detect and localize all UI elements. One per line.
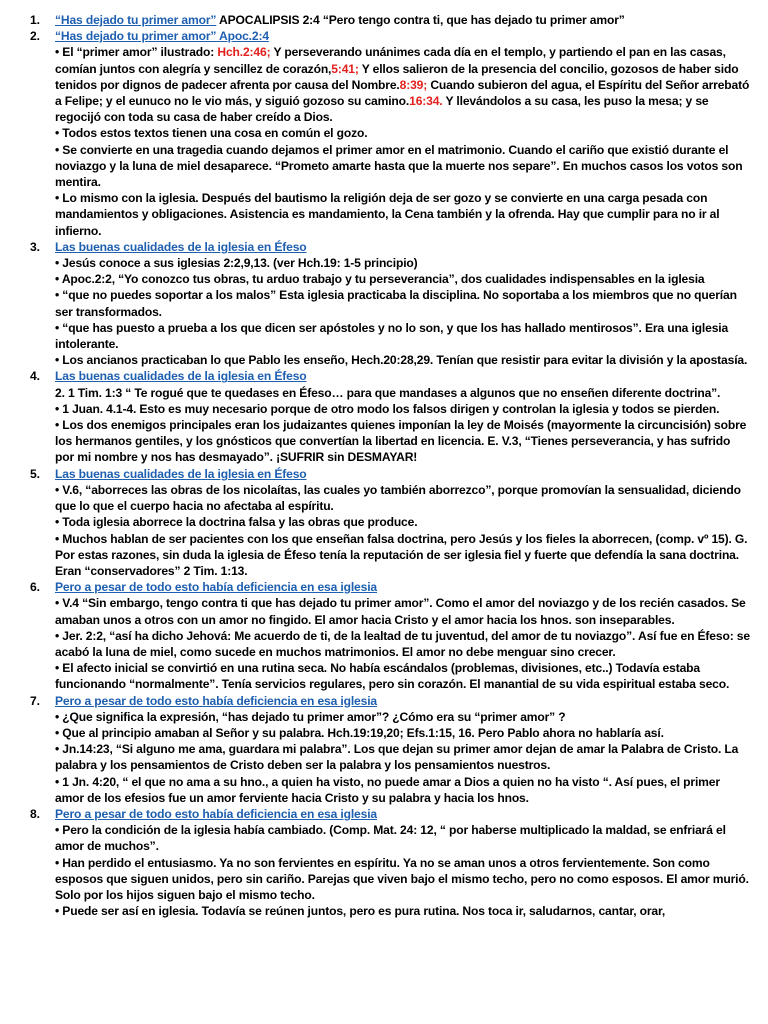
bullet-paragraph: • Han perdido el entusiasmo. Ya no son fervientes en espíritu. Ya no se aman unos a otros fervientemente. Son como esposos que siguen unidos, pero sin cariño. Parejas que viven bajo el mismo techo, pero no como esposos. El amor murió. Solo por los hijos siguen bajo el mismo techo. — [55, 855, 749, 902]
bullet-paragraph: 2. 1 Tim. 1:3 “ Te rogué que te quedases en Éfeso… para que mandases a algunos que no enseñen diferente doctrina”. — [55, 385, 721, 400]
heading-link[interactable]: Las buenas cualidades de la iglesia en Éfeso — [55, 369, 307, 384]
bullet-paragraph: • “que no puedes soportar a los malos” Esta iglesia practicaba la disciplina. No soportaba a los miembros que no querían ser transformados. — [55, 288, 737, 319]
outline-item-7 — [18, 693, 750, 806]
outline-item-1 — [18, 12, 750, 28]
text-run: Y llevándolos a su casa, les puso la mesa; y se regocijó con toda su casa de haber creído a Dios. — [55, 94, 709, 125]
heading-link[interactable]: Pero a pesar de todo esto había deficiencia en esa iglesia — [55, 693, 377, 708]
outline-item-2 — [18, 28, 750, 239]
heading-link[interactable]: “Has dejado tu primer amor” Apoc.2:4 — [55, 29, 269, 44]
item-number: 6. — [30, 580, 40, 595]
bullet-paragraph: • Que al principio amaban al Señor y su palabra. Hch.19:19,20; Efs.1:15, 16. Pero Pablo ahora no hablaría así. — [55, 725, 664, 740]
item-number: 7. — [30, 693, 40, 708]
bullet-paragraph: • Apoc.2:2, “Yo conozco tus obras, tu arduo trabajo y tu perseverancia”, dos cualidades indispensables en la iglesia — [55, 272, 705, 287]
outline-item-8 — [18, 806, 750, 919]
text-run: Y ellos salieron de la presencia del concilio, gozosos de haber sido tenidos por dignos de padecer afrenta por causa del Nombre. — [55, 61, 739, 92]
item-number: 1. — [30, 13, 40, 27]
item-number: 2. — [30, 29, 40, 44]
item-heading — [55, 12, 750, 28]
item-number: 8. — [30, 806, 40, 821]
item-number: 5. — [30, 466, 40, 481]
outline-item-3 — [18, 239, 750, 369]
heading-link[interactable]: Las buenas cualidades de la iglesia en Éfeso — [55, 239, 307, 254]
bullet-paragraph: • Puede ser así en iglesia. Todavía se reúnen juntos, pero es pura rutina. Nos toca ir, saludarnos, cantar, orar, — [55, 904, 666, 919]
heading-rest: APOCALIPSIS 2:4 “Pero tengo contra ti, que has dejado tu primer amor” — [216, 13, 625, 27]
heading-link[interactable]: Las buenas cualidades de la iglesia en Éfeso — [55, 466, 307, 481]
bullet-paragraph: • 1 Juan. 4.1-4. Esto es muy necesario porque de otro modo los falsos dirigen y controlan la iglesia y todos se pierden. — [55, 401, 720, 416]
text-run: Y perseverando unánimes cada día en el templo, y partiendo el pan en las casas, comían juntos con alegría y sencillez de corazón, — [55, 45, 726, 76]
bullet-paragraph: • El afecto inicial se convirtió en una rutina seca. No había escándalos (problemas, divisiones, etc..) Todavía estaba funcionando “normalmente”. Tenía servicios regulares, pero sin corazón. El manantial de su vida espiritual estaba seco. — [55, 661, 730, 692]
bullet-paragraph — [55, 44, 750, 125]
bullet-paragraph: • V.4 “Sin embargo, tengo contra ti que has dejado tu primer amor”. Como el amor del noviazgo y de los recién casados. Se amaban unos a otros con un amor no fingido. El amor hacia Cristo y el amor hacia los hnos. son inseparables. — [55, 596, 746, 627]
outline-item-5 — [18, 466, 750, 579]
bullet-paragraph: • 1 Jn. 4:20, “ el que no ama a su hno., a quien ha visto, no puede amar a Dios a quien no ha visto “. Así pues, el primer amor de los efesios fue un amor ferviente hacia Cristo y su palabra y hacia los hnos. — [55, 774, 720, 805]
bullet-paragraph: • Toda iglesia aborrece la doctrina falsa y las obras que produce. — [55, 515, 418, 530]
bullet-paragraph: • Se convierte en una tragedia cuando dejamos el primer amor en el matrimonio. Cuando el cariño que existió durante el noviazgo y la luna de miel desaparece. “Prometo amarte hasta que la muerte nos separe”. En muchos casos los votos son mentira. — [55, 142, 743, 190]
bullet-paragraph: • Los ancianos practicaban lo que Pablo les enseño, Hech.20:28,29. Tenían que resistir para evitar la división y la apostasía. — [55, 353, 748, 368]
bullet-paragraph: • Los dos enemigos principales eran los judaizantes quienes imponían la ley de Moisés (mayormente la circuncisión) sobre los hermanos gentiles, y los gnósticos que convertían la libertad en licencia. E. V.3, “Tienes perseverancia, y has sufrido por mi nombre y nos has desmayado”. ¡SUFRIR sin DESMAYAR! — [55, 418, 747, 465]
heading-link[interactable]: Pero a pesar de todo esto había deficiencia en esa iglesia — [55, 580, 377, 595]
text-run: • El “primer amor” ilustrado: — [55, 45, 218, 60]
heading-link[interactable]: Pero a pesar de todo esto había deficiencia en esa iglesia — [55, 806, 377, 821]
item-number: 3. — [30, 239, 40, 254]
bullet-paragraph: • Jn.14:23, “Si alguno me ama, guardara mi palabra”. Los que dejan su primer amor dejan de amar la Palabra de Cristo. La palabra y los pensamientos de Cristo deben ser la palabra y los pensamientos nuestros. — [55, 742, 739, 773]
bullet-paragraph: • Jesús conoce a sus iglesias 2:2,9,13. (ver Hch.19: 1-5 principio) — [55, 256, 418, 271]
scripture-ref: 5:41; — [331, 61, 359, 76]
bullet-paragraph: • V.6, “aborreces las obras de los nicolaítas, las cuales yo también aborrezco”, porque promovían la sensualidad, diciendo que lo que el cuerpo hacia no afectaba al espíritu. — [55, 482, 741, 514]
bullet-paragraph: • ¿Que significa la expresión, “has dejado tu primer amor”? ¿Cómo era su “primer amor” ? — [55, 709, 566, 724]
text-run: Cuando subieron del agua, el Espíritu del Señor arrebató a Felipe; y el eunuco no le vio más, y siguió gozoso su camino. — [55, 77, 750, 109]
bullet-paragraph: • Todos estos textos tienen una cosa en común el gozo. — [55, 126, 368, 141]
scripture-ref: 16:34. — [409, 94, 443, 109]
heading-link[interactable]: “Has dejado tu primer amor” — [55, 13, 217, 27]
bullet-paragraph: • Lo mismo con la iglesia. Después del bautismo la religión deja de ser gozo y se convierte en una carga pesada con mandamientos y obligaciones. Asistencia es mandamiento, la Cena también y la ofrenda. Hay que cumplir para no ir al infierno. — [55, 191, 720, 238]
scripture-ref: Hch.2:46; — [217, 45, 271, 60]
outline-item-4 — [18, 368, 750, 465]
bullet-paragraph: • Pero la condición de la iglesia había cambiado. (Comp. Mat. 24: 12, “ por haberse multiplicado la maldad, se enfriará el amor de muchos”. — [55, 823, 726, 854]
bullet-paragraph: • “que has puesto a prueba a los que dicen ser apóstoles y no lo son, y que los has hallado mentirosos”. Era una iglesia intolerante. — [55, 320, 729, 352]
bullet-paragraph: • Jer. 2:2, “así ha dicho Jehová: Me acuerdo de ti, de la lealtad de tu juventud, del amor de tu noviazgo”. Así fue en Éfeso: se acabó la luna de miel, como sucede en muchos matrimonios. El amor no debe menguar sino crecer. — [55, 628, 750, 659]
item-number: 4. — [30, 369, 40, 384]
scripture-ref: 8:39; — [399, 77, 428, 92]
outline-item-6 — [18, 579, 750, 692]
bullet-paragraph: • Muchos hablan de ser pacientes con los que enseñan falsa doctrina, pero Jesús y los fieles la aborrecen, (comp. vº 15). G. Por estas razones, sin duda la iglesia de Éfeso tenía la reputación de ser iglesia fiel y fuerte que defendía la sana doctrina. Eran “conservadores” 2 Tim. 1:13. — [55, 531, 748, 578]
